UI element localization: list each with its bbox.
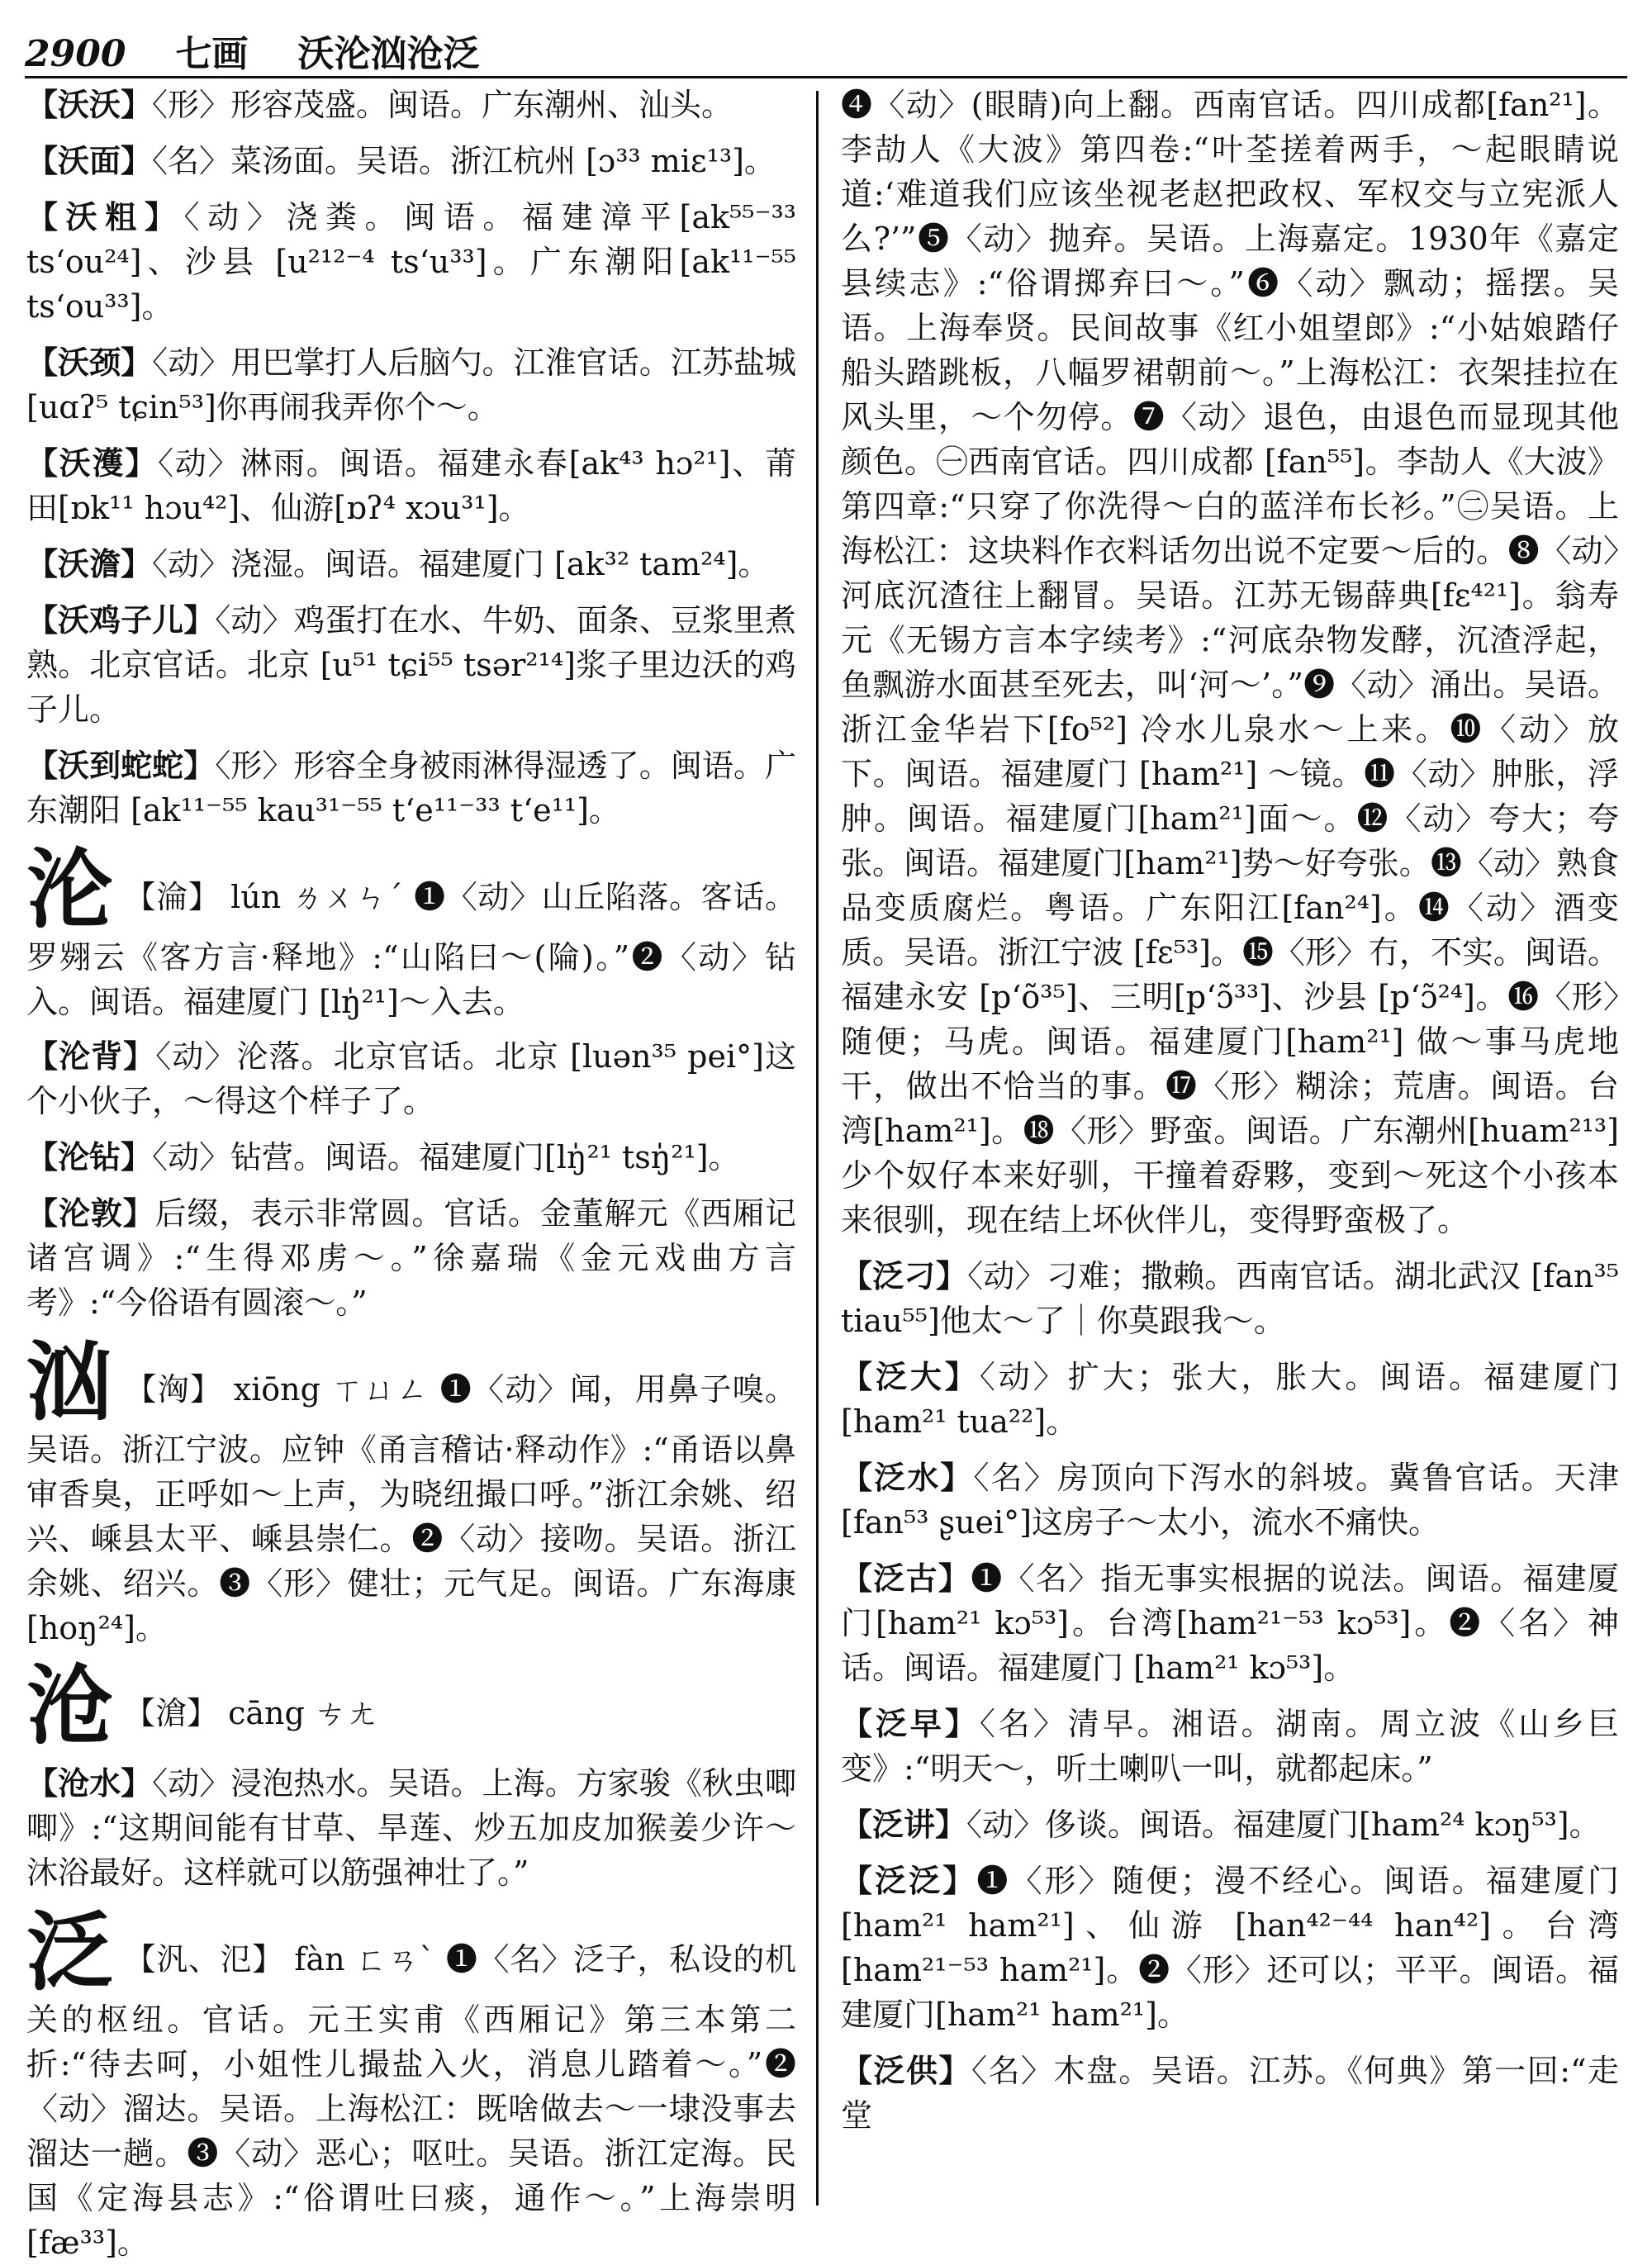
header-rule [25, 76, 1627, 78]
entry-word: 【沃沃】 [26, 86, 153, 123]
entry-word: 【泛讲】 [841, 1806, 967, 1843]
header-characters: 沃沦汹沧泛 [297, 33, 480, 75]
dictionary-entry [26, 1191, 796, 1325]
dictionary-entry [841, 1254, 1619, 1343]
dictionary-entry [841, 1802, 1619, 1847]
entry-word: 【沦敦】 [26, 1194, 155, 1232]
dictionary-entry [26, 139, 796, 183]
entry-definition: 【洶】 xiōng ㄒㄩㄥ ❶〈动〉闻，用鼻子嗅。吴语。浙江宁波。应钟《甬言稽诂·释动作》:“甬语以鼻审香臭，正呼如～上声，为晓纽撮口呼。”浙江余姚、绍兴、嵊县太平、嵊县崇仁。❷〈动〉接吻。吴语。浙江余姚、绍兴。❸〈形〉健壮；元气足。闽语。广东海康 [hoŋ²⁴]。 [26, 1371, 796, 1646]
stroke-section: 七画 [175, 33, 249, 75]
dictionary-entry [26, 340, 796, 430]
entry-definition: ❹〈动〉(眼睛)向上翻。西南官话。四川成都[fan²¹]。李劼人《大波》第四卷:“叶荃搓着两手，～起眼睛说道:‘难道我们应该坐视老赵把政权、军权交与立宪派人么?’”❺〈动〉抛弃。吴语。上海嘉定。1930年《嘉定县续志》:“俗谓掷弃曰～。”❻〈动〉飘动；摇摆。吴语。上海奉贤。民间故事《红小姐望郎》:“小姑娘踏仔船头踏跳板，八幅罗裙朝前～。”上海松江：衣架挂拉在风头里，～个勿停。❼〈动〉退色，由退色而显现其他颜色。㊀西南官话。四川成都 [fan⁵⁵]。李劼人《大波》第四章:“只穿了你洗得～白的蓝洋布长衫。”㊁吴语。上海松江：这块料作衣料话勿出说不定要～后的。❽〈动〉河底沉渣往上翻冒。吴语。江苏无锡薛典[fɛ⁴²¹]。翁寿元《无锡方言本字续考》:“河底杂物发酵，沉渣浮起，鱼飘游水面甚至死去，叫‘河～’。”❾〈动〉涌出。吴语。浙江金华岩下[fo⁵²] 冷水儿泉水～上来。❿〈动〉放下。闽语。福建厦门 [ham²¹] ～镜。⓫〈动〉肿胀，浮肿。闽语。福建厦门[ham²¹]面～。⓬〈动〉夸大；夸张。闽语。福建厦门[ham²¹]势～好夸张。⓭〈动〉熟食品变质腐烂。粤语。广东阳江[fan²⁴]。⓮〈动〉酒变质。吴语。浙江宁波 [fɛ⁵³]。⓯〈形〉冇，不实。闽语。福建永安 [pʻõ³⁵]、三明[pʻɔ̃³³]、沙县 [pʻɔ̃²⁴]。⓰〈形〉随便；马虎。闽语。福建厦门[ham²¹] 做～事马虎地干，做出不恰当的事。⓱〈形〉糊涂；荒唐。闽语。台湾[ham²¹]。⓲〈形〉野蛮。闽语。广东潮州[huam²¹³]少个奴仔本来好驯，干撞着孬夥，变到～死这个小孩本来很驯，现在结上坏伙伴儿，变得野蛮极了。 [841, 87, 1619, 1238]
head-character: 泛 [26, 1901, 113, 2002]
entry-definition: 〈动〉刁难；撒赖。西南官话。湖北武汉 [fan³⁵ tiau⁵⁵]他太～了｜你莫跟我～。 [841, 1258, 1619, 1339]
page-header [25, 7, 1627, 73]
entry-definition: 【滄】 cāng ㄘㄤ [124, 1695, 377, 1731]
entry-definition: 〈动〉浇湿。闽语。福建厦门 [ak³² tam²⁴]。 [152, 546, 770, 582]
entry-definition: 〈动〉扩大；张大，胀大。闽语。福建厦门[ham²¹ tua²²]。 [841, 1359, 1619, 1440]
dictionary-entry [841, 1702, 1619, 1791]
entry-definition: ❶〈名〉指无事实根据的说法。闽语。福建厦门[ham²¹ kɔ⁵³]。台湾[ham²¹⁻⁵³ kɔ⁵³]。❷〈名〉神话。闽语。福建厦门 [ham²¹ kɔ⁵³]。 [841, 1560, 1619, 1686]
dictionary-entry [841, 1455, 1619, 1545]
entry-definition: 后缀，表示非常圆。官话。金董解元《西厢记诸宫调》:“生得邓虏～。”徐嘉瑞《金元戏曲方言考》:“今俗语有圆滚～。” [26, 1195, 796, 1321]
entry-word: 【沃颈】 [26, 344, 153, 381]
entry-word: 【沃濩】 [26, 444, 158, 482]
entry-definition: 〈动〉钻营。闽语。福建厦门[lŋ̍²¹ tsŋ̍²¹]。 [152, 1139, 740, 1175]
dictionary-entry [26, 83, 796, 127]
entry-word: 【泛古】 [841, 1560, 971, 1597]
entry-definition: 〈名〉清早。湘语。湖南。周立波《山乡巨变》:“明天～，听土喇叭一叫，就都起床。” [841, 1706, 1619, 1787]
dictionary-entry [26, 1135, 796, 1180]
entry-word: 【沃鸡子儿】 [26, 601, 216, 639]
head-character-entry [26, 1331, 796, 1650]
entry-definition: 〈动〉浸泡热水。吴语。上海。方家骏《秋虫唧唧》:“这期间能有甘草、旱莲、炒五加皮加猴姜少许～沐浴最好。这样就可以筋强神壮了。” [26, 1765, 796, 1891]
entry-definition: 〈动〉用巴掌打人后脑勺。江淮官话。江苏盐城[uɑʔ⁵ tɕin⁵³]你再闹我弄你个～。 [26, 344, 796, 425]
head-character: 沧 [26, 1655, 113, 1756]
entry-definition: ❶〈形〉随便；漫不经心。闽语。福建厦门[ham²¹ ham²¹]、仙游 [han⁴²⁻⁴⁴ han⁴²]。台湾[ham²¹⁻⁵³ ham²¹]。❷〈形〉还可以；平平。闽语。福建厦门[ham²¹ ham²¹]。 [841, 1863, 1619, 2033]
entry-definition: 〈形〉形容茂盛。闽语。广东潮州、汕头。 [152, 87, 733, 123]
entry-word: 【沃到蛇蛇】 [26, 747, 216, 784]
head-character-entry [26, 1901, 796, 2265]
entry-word: 【泛早】 [841, 1705, 980, 1742]
entry-word: 【沧水】 [26, 1764, 153, 1802]
dictionary-entry [841, 1556, 1619, 1690]
continued-entry [841, 83, 1619, 1242]
dictionary-entry [26, 441, 796, 530]
entry-word: 【沦背】 [26, 1038, 156, 1075]
entry-word: 【沃粗】 [26, 198, 184, 235]
dictionary-entry [841, 2049, 1619, 2138]
head-character: 汹 [26, 1331, 114, 1432]
dictionary-entry [26, 598, 796, 732]
entry-word: 【泛刁】 [841, 1257, 968, 1294]
entry-definition: 〈形〉形容全身被雨淋得湿透了。闽语。广东潮阳 [ak¹¹⁻⁵⁵ kau³¹⁻⁵⁵ tʻe¹¹⁻³³ tʻe¹¹]。 [26, 748, 796, 829]
entry-definition: 〈名〉木盘。吴语。江苏。《何典》第一回:“走堂 [841, 2053, 1619, 2134]
head-character-entry [26, 838, 796, 1024]
dictionary-entry [841, 1859, 1619, 2037]
right-column [841, 83, 1619, 2222]
page-number: 2900 [25, 33, 126, 75]
entry-definition: 〈名〉房顶向下泻水的斜坡。冀鲁官话。天津[fan⁵³ ʂuei°]这房子～太小，流水不痛快。 [841, 1460, 1619, 1541]
entry-word: 【泛供】 [841, 2052, 971, 2089]
dictionary-entry [26, 542, 796, 586]
dictionary-entry [26, 1034, 796, 1123]
column-divider [816, 91, 819, 2206]
dictionary-entry [841, 1355, 1619, 1444]
entry-definition: 〈动〉淋雨。闽语。福建永春[ak⁴³ hɔ²¹]、莆田[ɒk¹¹ hɔu⁴²]、仙游[ɒʔ⁴ xɔu³¹]。 [26, 445, 796, 526]
head-character-entry [26, 1655, 796, 1756]
entry-definition: 〈动〉鸡蛋打在水、牛奶、面条、豆浆里煮熟。北京官话。北京 [u⁵¹ tɕi⁵⁵ tsər²¹⁴]浆子里边沃的鸡子儿。 [26, 602, 796, 728]
entry-definition: 【淪】 lún ㄌㄨㄣˊ ❶〈动〉山丘陷落。客话。罗翙云《客方言·释地》:“山陷曰～(陯)。”❷〈动〉钻入。闽语。福建厦门 [lŋ̍²¹]～入去。 [26, 879, 796, 1020]
dictionary-entry [26, 743, 796, 833]
entry-word: 【泛泛】 [841, 1862, 977, 1899]
entry-definition: 〈名〉菜汤面。吴语。浙江杭州 [ɔ³³ miɛ¹³]。 [152, 143, 776, 179]
entry-word: 【泛水】 [841, 1459, 974, 1496]
entry-word: 【泛大】 [841, 1358, 980, 1395]
dictionary-entry [26, 195, 796, 329]
entry-definition: 【汎、氾】 fàn ㄈㄢˋ ❶〈名〉泛子，私设的机关的枢纽。官话。元王实甫《西厢记》第三本第二折:“待去呵，小姐性儿撮盐入火，消息儿踏着～。”❷〈动〉溜达。吴语。上海松江：既啥做去～一埭没事去溜达一趟。❸〈动〉恶心；呕吐。吴语。浙江定海。民国《定海县志》:“俗谓吐曰痰，通作～。”上海崇明[fæ³³]。 [26, 1941, 796, 2261]
entry-definition: 〈动〉侈谈。闽语。福建厦门[ham²⁴ kɔŋ⁵³]。 [966, 1807, 1601, 1843]
left-column [26, 83, 796, 2261]
entry-word: 【沦钻】 [26, 1138, 153, 1175]
entry-definition: 〈动〉浇粪。闽语。福建漳平[ak⁵⁵⁻³³ tsʻou²⁴]、沙县 [u²¹²⁻⁴ tsʻu³³]。广东潮阳[ak¹¹⁻⁵⁵ tsʻou³³]。 [26, 199, 796, 325]
entry-word: 【沃澹】 [26, 545, 153, 582]
head-character: 沦 [26, 838, 113, 940]
entry-word: 【沃面】 [26, 142, 153, 179]
dictionary-entry [26, 1761, 796, 1895]
entry-definition: 〈动〉沦落。北京官话。北京 [luən³⁵ pei°]这个小伙子，～得这个样子了。 [26, 1038, 796, 1119]
